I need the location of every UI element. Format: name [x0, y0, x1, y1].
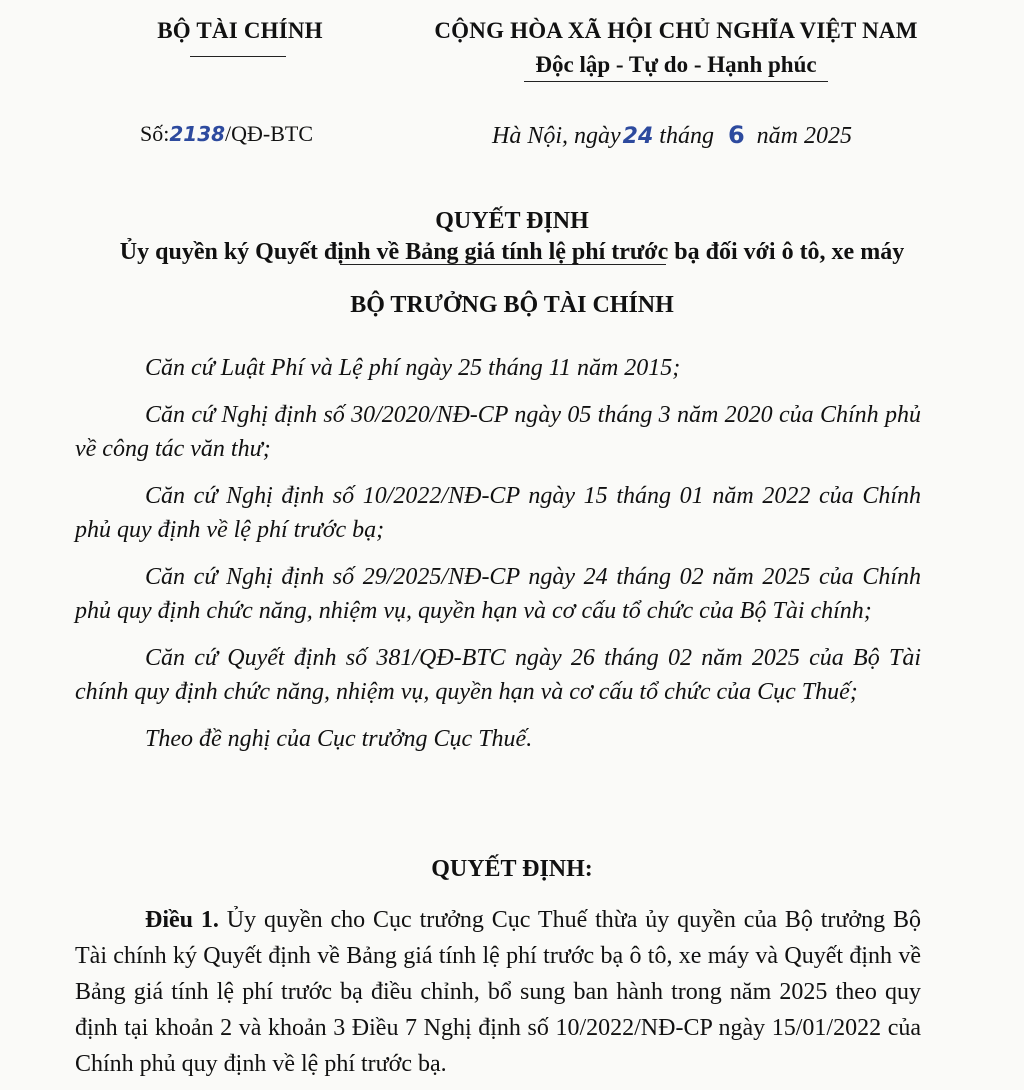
document-subtitle: Ủy quyền ký Quyết định về Bảng giá tính lệ phí trước bạ đối với ô tô, xe máy [119, 239, 905, 265]
article-1 [75, 902, 921, 1082]
national-motto: Độc lập - Tự do - Hạnh phúc [535, 52, 817, 77]
title-block [40, 208, 984, 266]
article-1-text: Ủy quyền cho Cục trưởng Cục Thuế thừa ủy quyền của Bộ trưởng Bộ Tài chính ký Quyết định về Bảng giá tính lệ phí trước bạ ô tô, xe máy và Quyết định về Bảng giá tính lệ phí trước bạ điều chỉnh, bổ sung ban hành trong năm 2025 theo quy định tại khoản 2 và khoản 3 Điều 7 Nghị định số 10/2022/NĐ-CP ngày 15/01/2022 của Chính phủ quy định về lệ phí trước bạ. [75, 907, 922, 1077]
handwritten-day: 24 [622, 124, 654, 149]
handwritten-month: 6 [727, 121, 745, 149]
legal-ground: Theo đề nghị của Cục trưởng Cục Thuế. [145, 726, 533, 752]
agency-underline [190, 56, 286, 57]
legal-ground: Căn cứ Nghị định số 30/2020/NĐ-CP ngày 05 tháng 3 năm 2020 của Chính phủ về công tác văn thư; [75, 402, 921, 462]
document-number [140, 121, 313, 147]
dateline-year: năm 2025 [756, 123, 853, 149]
document-title: QUYẾT ĐỊNH [435, 208, 589, 234]
dateline-prefix: Hà Nội, ngày [492, 123, 621, 149]
issuing-authority: BỘ TRƯỞNG BỘ TÀI CHÍNH [350, 292, 674, 318]
subtitle-underline [340, 264, 666, 265]
dateline-month-word: tháng [659, 123, 714, 149]
legal-ground: Căn cứ Nghị định số 10/2022/NĐ-CP ngày 15 tháng 01 năm 2022 của Chính phủ quy định về lệ phí trước bạ; [75, 483, 921, 543]
legal-grounds [75, 351, 921, 769]
legal-ground: Căn cứ Quyết định số 381/QĐ-BTC ngày 26 tháng 02 năm 2025 của Bộ Tài chính quy định chức năng, nhiệm vụ, quyền hạn và cơ cấu tổ chức của Cục Thuế; [75, 645, 921, 705]
header-left [140, 18, 340, 44]
decision-heading: QUYẾT ĐỊNH: [431, 856, 593, 882]
legal-ground: Căn cứ Luật Phí và Lệ phí ngày 25 tháng 11 năm 2015; [145, 355, 681, 381]
article-1-label: Điều 1. [145, 907, 219, 933]
issuing-agency: BỘ TÀI CHÍNH [157, 18, 323, 43]
header-right [412, 18, 940, 78]
handwritten-document-number: 2138 [169, 122, 226, 146]
document-number-suffix: /QĐ-BTC [225, 121, 314, 146]
national-title: CỘNG HÒA XÃ HỘI CHỦ NGHĨA VIỆT NAM [434, 18, 918, 43]
motto-underline [524, 81, 828, 82]
legal-ground: Căn cứ Nghị định số 29/2025/NĐ-CP ngày 24 tháng 02 năm 2025 của Chính phủ quy định chức năng, nhiệm vụ, quyền hạn và cơ cấu tổ chức của Bộ Tài chính; [75, 564, 921, 624]
dateline [492, 121, 852, 150]
document-number-prefix: Số: [140, 121, 170, 146]
